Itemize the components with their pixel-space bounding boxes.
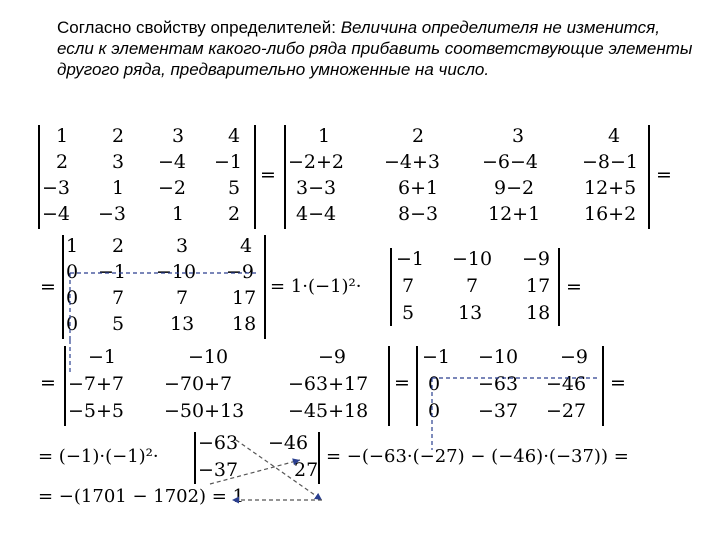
det1-cell: −4 [158,151,187,173]
det1-cell: 1 [56,125,69,147]
det2-cell: 16+2 [584,203,637,225]
det4-cell: −1 [396,248,425,270]
det4-cell: 18 [526,302,551,324]
det6-cell: −1 [422,346,451,368]
det7-cell: −37 [198,459,239,481]
det2-cell: 6+1 [398,177,439,199]
det4-cell: −9 [522,248,551,270]
det3-cell: 18 [232,313,257,335]
equals-sign: = [40,276,56,298]
det3-cell: 2 [112,235,125,257]
det2-cell: 3−3 [296,177,337,199]
det3-cell: −1 [98,261,127,283]
det5-cell: −1 [88,346,117,368]
det5-cell: −10 [188,346,229,368]
det7-cell: 27 [294,459,319,481]
det3-cell: 3 [176,235,189,257]
intro-lead: Согласно свойству определителей: [57,18,341,37]
det1-cell: 2 [56,151,69,173]
det1-cell: 4 [228,125,241,147]
cross-arrow [210,460,300,484]
equals-sign: = [566,276,582,298]
det1-cell: 5 [228,177,241,199]
det6-cell: −9 [560,346,589,368]
det7-cell: −46 [268,432,309,454]
det5-cell: −45+18 [288,400,369,422]
det3-cell: 4 [240,235,253,257]
det1-cell: 2 [112,125,125,147]
cross-arrow [236,440,322,500]
equals-sign: = [394,372,410,394]
det2-cell: 9−2 [494,177,535,199]
equals-sign: = [40,372,56,394]
det5-cell: −5+5 [68,400,125,422]
det3-cell: 1 [66,235,79,257]
det2-cell: 4 [608,125,621,147]
det4-cell: 5 [402,302,415,324]
equals-sign: = [656,164,672,186]
det3-cell: 13 [170,313,195,335]
det6-cell: −63 [478,373,519,395]
det5-cell: −7+7 [68,373,125,395]
det6-cell: −37 [478,400,519,422]
det1-cell: −3 [42,177,71,199]
det4-cell: 7 [466,275,479,297]
det2-cell: −8−1 [582,151,639,173]
det1-cell: −3 [98,203,127,225]
det1-cell: 1 [112,177,125,199]
intro-rest: Величина определителя не изменится, если к элементам какого-либо ряда прибавить соответствующие элементы другого ряда, предварительно умноженные на число. [57,18,693,79]
det2-cell: 3 [512,125,525,147]
det7-cell: −63 [198,432,239,454]
det5-cell: −9 [318,346,347,368]
det3-cell: 0 [66,287,79,309]
factor-expression: = (−1)·(−1)²· [38,446,159,467]
det2-cell: −2+2 [288,151,345,173]
det3-cell: 7 [176,287,189,309]
det5-cell: −50+13 [164,400,245,422]
det4-cell: −10 [452,248,493,270]
det4-cell: 17 [526,275,551,297]
det6-cell: 0 [428,400,441,422]
det6-cell: 0 [428,373,441,395]
det1-cell: −1 [214,151,243,173]
det1-cell: 1 [172,203,185,225]
det4-cell: 13 [458,302,483,324]
det1-cell: −2 [158,177,187,199]
det6-cell: −10 [478,346,519,368]
equals-sign: = [610,372,626,394]
det1-cell: 2 [228,203,241,225]
det2-cell: 12+1 [488,203,541,225]
result-expression: = −(−63·(−27) − (−46)·(−37)) = [326,446,629,467]
det3-cell: −10 [156,261,197,283]
det2-cell: 2 [412,125,425,147]
det2-cell: 1 [318,125,331,147]
det1-cell: 3 [172,125,185,147]
det6-cell: −27 [546,400,587,422]
det2-cell: −4+3 [384,151,441,173]
det4-cell: 7 [402,275,415,297]
det2-cell: 8−3 [398,203,439,225]
det5-cell: −63+17 [288,373,369,395]
det3-cell: −9 [226,261,255,283]
det2-cell: −6−4 [482,151,539,173]
factor-expression: = 1·(−1)²· [270,276,362,297]
det3-cell: 0 [66,261,79,283]
det5-cell: −70+7 [164,373,233,395]
det3-cell: 17 [232,287,257,309]
det1-cell: 3 [112,151,125,173]
final-result: = −(1701 − 1702) = 1 [38,486,245,507]
det3-cell: 7 [112,287,125,309]
det1-cell: −4 [42,203,71,225]
det6-cell: −46 [546,373,587,395]
det3-cell: 5 [112,313,125,335]
equals-sign: = [260,164,276,186]
det2-cell: 4−4 [296,203,337,225]
det2-cell: 12+5 [584,177,637,199]
det3-cell: 0 [66,313,79,335]
